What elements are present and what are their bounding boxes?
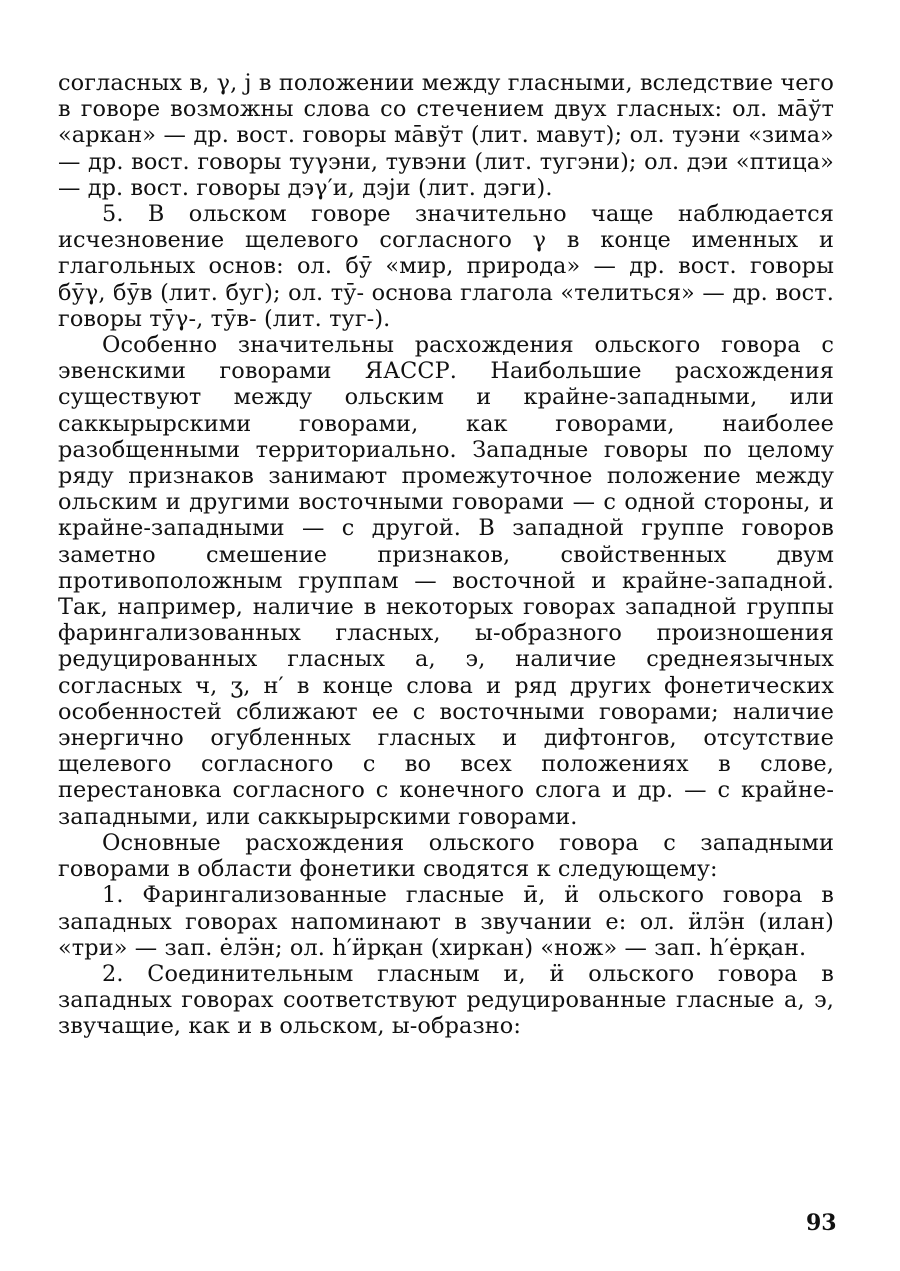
paragraph-6: 2. Соединительным гласным и, ӥ ольского говора в западных говорах соответствуют редуцированные гласные а, э, звучащие, как и в ольском, ы-образно: [58,960,834,1040]
paragraph-5: 1. Фарингализованные гласные ӣ, ӥ ольского говора в западных говорах напоминают в звучании е: ол. ӥлӭн (илан) «три» — зап. ėлӭн; ол. һ′ӥрқан (хиркан) «нож» — зап. һ′ėрқан. [58,882,834,961]
paragraph-2: 5. В ольском говоре значительно чаще наблюдается исчезновение щелевого согласного γ в конце именных и глагольных основ: ол. бӯ «мир, природа» — др. вост. говоры бӯγ, бӯв (лит. буг); ол. тӯ- основа глагола «телиться» — др. вост. говоры тӯγ-, тӯв- (лит. туг-). [58,201,834,332]
paragraph-4: Основные расхождения ольского говора с западными говорами в области фонетики сводятся к следующему: [58,829,834,883]
paragraph-1: согласных в, γ, j в положении между гласными, вследствие чего в говоре возможны слова со стечением двух гласных: ол. мāўт «аркан» — др. вост. говоры мāвўт (лит. мавут); ол. туэни «зима» — др. вост. говоры туγэни, тувэни (лит. тугэни); ол. дэи «птица» — др. вост. говоры дэγ′и, дэjи (лит. дэги). [58,70,834,201]
body-text [58,70,834,1040]
paragraph-3: Особенно значительны расхождения ольского говора с эвенскими говорами ЯАССР. Наибольшие расхождения существуют между ольским и крайне-западными, или саккырырскими говорами, как говорами, наиболее разобщенными территориально. Западные говоры по целому ряду признаков занимают промежуточное положение между ольским и другими восточными говорами — с одной стороны, и крайне-западными — с другой. В западной группе говоров заметно смешение признаков, свойственных двум противоположным группам — восточной и крайне-западной. Так, например, наличие в некоторых говорах западной группы фарингализованных гласных, ы-образного произношения редуцированных гласных а, э, наличие среднеязычных согласных ч, ʒ, н′ в конце слова и ряд других фонетических особенностей сближают ее с восточными говорами; наличие энергично огубленных гласных и дифтонгов, отсутствие щелевого согласного с во всех положениях в слове, перестановка согласного с конечного слога и др. — с крайне-западными, или саккырырскими говорами. [58,332,834,830]
page-number: 93 [806,1210,837,1236]
